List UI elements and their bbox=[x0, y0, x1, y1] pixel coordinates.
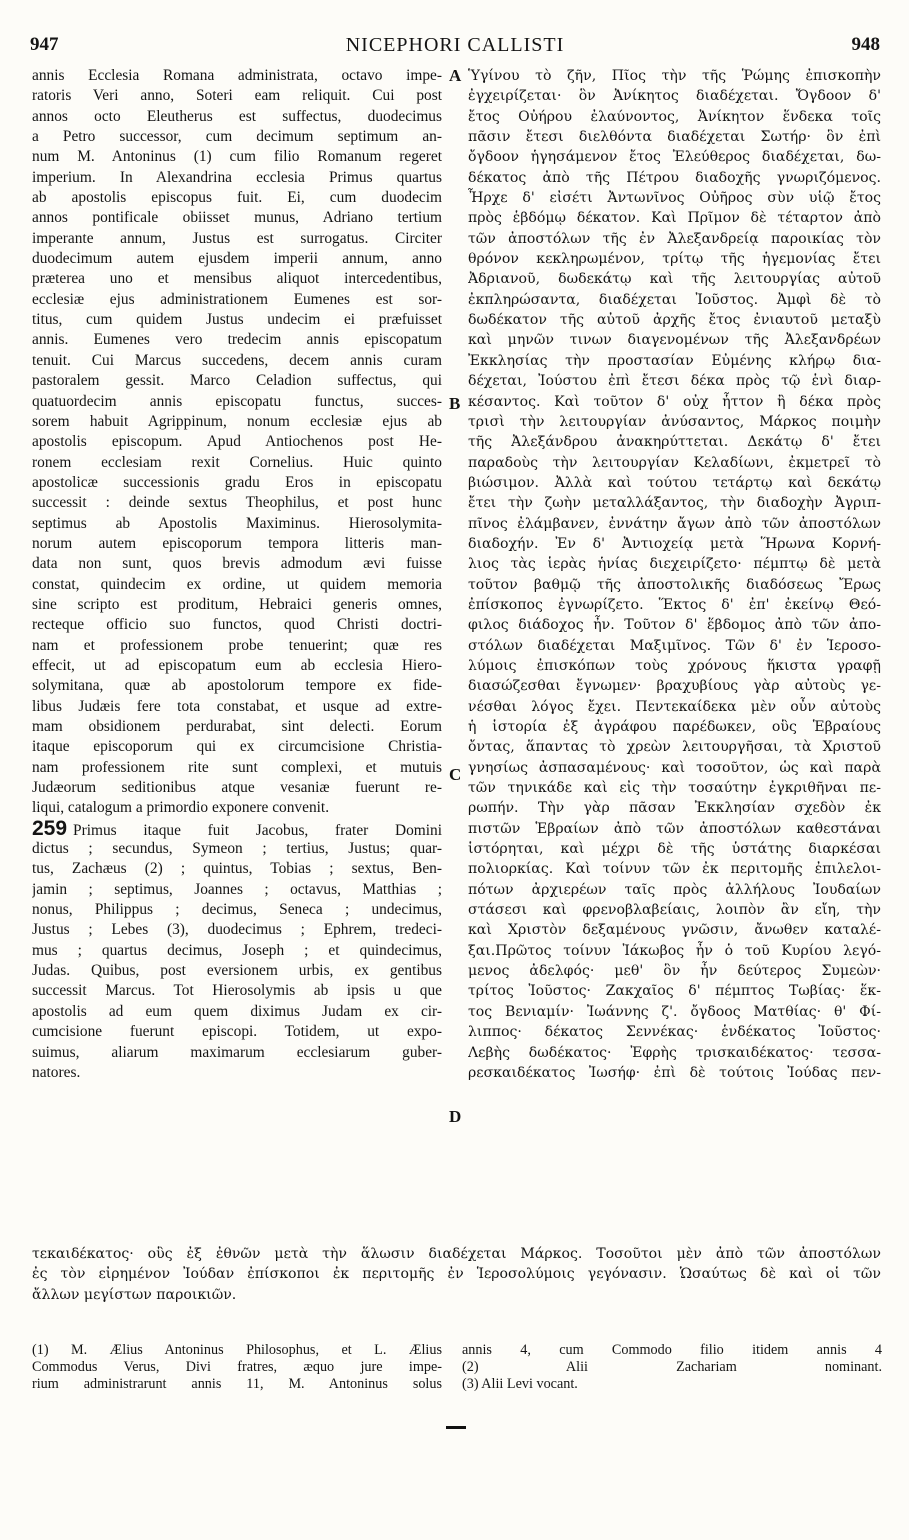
greek-full-width-paragraph bbox=[32, 1244, 881, 1305]
latin-text-line: mus ; quartus decimus, Joseph ; et quindecimus, bbox=[32, 941, 442, 959]
latin-text-line: itaque episcoporum qui ex circumcisione Christia- bbox=[32, 738, 442, 756]
greek-text-line: ἄλλων μεγίστων παροικιῶν. bbox=[32, 1286, 237, 1303]
page-number-right: 948 bbox=[851, 34, 880, 55]
latin-text-line: ronem ecclesiam rexit Cornelius. Huic quinto bbox=[32, 453, 442, 471]
latin-text-line: quatuordecim annis episcopatu functus, succes- bbox=[32, 392, 442, 410]
greek-text-line: τοῦτον βαθμῷ τῆς ἀποστολικῆς διαδόσεως Ἔρως bbox=[468, 576, 881, 593]
latin-text-line: natores. bbox=[32, 1063, 81, 1081]
footnote-line: rium administrarunt annis 11, M. Antoninus solus bbox=[32, 1376, 442, 1392]
greek-text-line: τεκαιδέκατος· οὓς ἐξ ἐθνῶν μετὰ τὴν ἅλωσιν διαδέχεται Μάρκος. Τοσοῦτοι μὲν ἀπὸ τῶν ἀποστόλων bbox=[32, 1246, 881, 1262]
latin-text-line: ab apostolis episcopus fuit. Ei, cum duodecim bbox=[32, 189, 442, 207]
greek-text-line: ἔτος Οὐήρου ἐλαύνοντος, Ἀνίκητον ἕνδεκα τοῖς bbox=[468, 108, 881, 125]
latin-text-line: titus, cum quidem Justus undecim ei præfuisset bbox=[32, 311, 442, 329]
latin-text-line: nam professionem rite sunt complexi, et mutuis bbox=[32, 758, 442, 776]
latin-text-line: successit Marcus. Tot Hierosolymis ab ipsis u que bbox=[32, 982, 442, 1000]
page-end-rule bbox=[446, 1426, 466, 1429]
greek-text-line: δωδέκατον τῆς αὐτοῦ ἀρχῆς ἔτος ἐνιαυτοῦ μεταξὺ bbox=[468, 312, 881, 329]
greek-text-line: πολιορκίας. Καὶ τοίνυν τῶν ἐκ περιτομῆς ἐπιλελοι- bbox=[468, 861, 881, 878]
footnotes-left bbox=[32, 1342, 442, 1393]
greek-text-line: παραδοὺς τὴν λειτουργίαν Κελαδίωνι, ἐκμετρεῖ τὸ bbox=[468, 454, 881, 471]
latin-text-line: jamin ; septimus, Joannes ; octavus, Matthias ; bbox=[32, 880, 442, 898]
latin-text-line: præterea uno et mensibus aliquot intercedentibus, bbox=[32, 270, 442, 288]
greek-text-line: ἐγχειρίζεται· ὃν Ἀνίκητος διαδέχεται. Ὄγδοον δ' bbox=[468, 88, 881, 105]
greek-text-line: ἐκπληρώσαντα, διαδέχεται Ἰοῦστος. Ἀμφὶ δὲ τὸ bbox=[468, 291, 881, 308]
page-number-left: 947 bbox=[30, 34, 59, 55]
latin-text-line: constat, quindecim ex ordine, ut quidem memoria bbox=[32, 575, 442, 593]
greek-text-line: δέκατος ἀπὸ τῆς Πέτρου διαδοχῆς γνωριζόμενος. bbox=[468, 169, 881, 186]
latin-text-line: mam obsidionem perdurabat, sint delecti. Eorum bbox=[32, 718, 442, 735]
greek-text-line: δέχεται, Ἰούστου ἐπὶ ἔτεσι δέκα πρὸς τῷ ἑνὶ διαρ- bbox=[468, 373, 881, 390]
greek-text-line: τρισὶ τὴν λειτουργίαν ἀνύσαντος, Μάρκος ποιμὴν bbox=[468, 413, 881, 430]
greek-text-line: καὶ μηνῶν τινων διαγενομένων τῆς Ἀλεξανδρέων bbox=[468, 332, 881, 349]
page-header bbox=[30, 28, 880, 68]
latin-text-line: dictus ; secundus, Symeon ; tertius, Justus; quar- bbox=[32, 840, 442, 858]
greek-text-line: Ἦρχε δ' εἰσέτι Ἀντωνῖνος Οὐῆρος σὺν υἱῷ ἔτος bbox=[468, 190, 881, 207]
latin-column bbox=[32, 66, 442, 1083]
footnote-line: (1) M. Ælius Antoninus Philosophus, et L. Ælius bbox=[32, 1342, 442, 1358]
latin-text-line: septimus ab Apostolis Maximinus. Hierosolymita- bbox=[32, 514, 442, 532]
latin-text-line: solymitana, quæ ab apostolorum tempore ex fide- bbox=[32, 677, 442, 695]
greek-text-line: πιστῶν Ἑβραίων ἀπὸ τῶν ἀποστόλων καθεστάναι bbox=[468, 820, 881, 837]
greek-text-line: ἱστόρηται, καὶ μέχρι δὲ τῆς ὑστάτης διαρκέσαι bbox=[468, 841, 881, 858]
running-title: NICEPHORI CALLISTI bbox=[345, 34, 565, 56]
latin-text-line: successit : deinde sextus Theophilus, et post hunc bbox=[32, 494, 442, 512]
latin-text-line: effecit, ut ad episcopatum eum ab ecclesia Hiero- bbox=[32, 656, 442, 674]
latin-text-fragment: Primus itaque fuit Jacobus, frater Domini bbox=[73, 821, 442, 839]
latin-text-line: sine scripto est proditum, Hebraici generis omnes, bbox=[32, 595, 442, 613]
greek-text-line: ρεσκαιδέκατος Ἰωσήφ· ἐπὶ δὲ τούτοις Ἰούδας πεν- bbox=[468, 1064, 881, 1081]
margin-marker-a: A bbox=[449, 66, 462, 85]
greek-text-line: διαδοχήν. Ἐν δ' Ἀντιοχείᾳ μετὰ Ἥρωνα Κορνή- bbox=[468, 535, 881, 552]
greek-text-line: τῶν ἀποστόλων τῆς ἐν Ἀλεξανδρείᾳ παροικίας τὸν bbox=[468, 230, 881, 247]
greek-text-line: διασώζεσθαι ἔγνωμεν· βραχυβίους γὰρ αὐτοὺς γε- bbox=[468, 678, 881, 695]
greek-text-line: λύμοις ἐπισκόπων τοὺς χρόνους ἥκιστα γραφῇ bbox=[468, 657, 881, 674]
latin-text-line: recteque officio suo functos, quod Christi doctri- bbox=[32, 616, 442, 634]
footnote-line: annis 4, cum Commodo filio itidem annis 4 bbox=[462, 1342, 882, 1358]
latin-text-line: duodecimum autem ejusdem imperii annum, anno bbox=[32, 250, 442, 268]
greek-text-line: ἐς τὸν εἰρημένον Ἰούδαν ἐπίσκοποι ἐκ περιτομῆς ἐν Ἱεροσολύμοις γεγόνασιν. Ὡσαύτως δὲ καὶ οἱ τῶν bbox=[32, 1266, 881, 1283]
latin-text-line: annis Ecclesia Romana administrata, octavo impe- bbox=[32, 67, 442, 84]
greek-text-line: λιππος· δέκατος Σεννέκας· ἑνδέκατος Ἰοῦστος· bbox=[468, 1024, 881, 1041]
greek-text-line: τῶν τηνικάδε καὶ εἰς τὴν τοσαύτην ἐγκριθῆναι πε- bbox=[468, 780, 881, 797]
greek-text-line: ὄντας, ἅπαντας τὸ χρεὼν λειτουργῆσαι, τὰ Χριστοῦ bbox=[468, 739, 881, 756]
greek-text-line: γνησίως ἀσπασαμένους· καὶ τοσοῦτον, ὡς καὶ παρὰ bbox=[468, 759, 881, 776]
greek-text-line: ἡ ἱστορία ἐξ ἀγράφου παρέδωκεν, οὓς Ἑβραίους bbox=[468, 719, 881, 735]
greek-text-line: τος Βενιαμίν· Ἰωάννης ζ'. ὄγδοος Ματθίας· θ' Φί- bbox=[468, 1003, 881, 1020]
latin-text-line: a Petro successor, cum decimum septimum an- bbox=[32, 128, 442, 146]
latin-text-line bbox=[32, 819, 442, 839]
greek-text-line: τῆς Ἀλεξάνδρου ἀνακηρύττεται. Δεκάτῳ δ' ἔτει bbox=[468, 434, 881, 451]
margin-marker-d: D bbox=[449, 1107, 462, 1126]
latin-text-line: cumcisione fuerunt episcopi. Totidem, ut expo- bbox=[32, 1023, 442, 1041]
latin-text-line: nonus, Philippus ; decimus, Seneca ; undecimus, bbox=[32, 901, 442, 919]
greek-text-line: φιλος διάδοχος ἦν. Τοῦτον δ' ἕβδομος ἀπὸ τῶν ἀπο- bbox=[468, 617, 881, 634]
latin-text-line: apostolis ad eum quem diximus Judam ex cir- bbox=[32, 1002, 442, 1020]
latin-text-line: imperante annum, Justus est surrogatus. Circiter bbox=[32, 229, 442, 247]
latin-text-line: liqui, catalogum a primordio exponere convenit. bbox=[32, 799, 330, 817]
greek-text-line: κέσαντος. Καὶ τοῦτον δ' οὐχ ἧττον ἢ δέκα πρὸς bbox=[468, 393, 881, 410]
greek-text-line: μενος ἀδελφός· μεθ' ὃν ἦν δεύτερος Συμεὼν· bbox=[468, 963, 881, 980]
greek-text-line: πρὸς ἑβδόμῳ δέκατον. Καὶ Πρῖμον δὲ τέταρτον ἀπὸ bbox=[468, 210, 881, 227]
latin-text-line: apostolicæ successionis gradu Eros in episcopatu bbox=[32, 473, 442, 491]
greek-text-line: λιος τὰς ἱερὰς ἡνίας διεχειρίζετο· πέμπτῳ δὲ μετὰ bbox=[468, 556, 881, 573]
greek-text-line: ὄγδοον ἡγησάμενον ἔτος Ἐλεύθερος διαδέχεται, δω- bbox=[468, 149, 881, 166]
greek-text-line: Ἀδριανοῦ, δωδεκάτῳ καὶ τῆς λειτουργίας αὐτοῦ bbox=[468, 271, 881, 288]
latin-text-line: nam et professionem probe tenuerint; quæ res bbox=[32, 636, 442, 654]
footnote-line: (2) Alii Zachariam nominant. bbox=[462, 1359, 882, 1375]
latin-text-line: apostolis episcopum. Apud Antiochenos post He- bbox=[32, 433, 442, 451]
latin-text-line: annos pontificale obiisset munus, Adriano tertium bbox=[32, 209, 442, 227]
latin-text-line: tus, Zachæus (2) ; quintus, Tobias ; sextus, Ben- bbox=[32, 860, 442, 878]
footnote-line: (3) Alii Levi vocant. bbox=[462, 1376, 578, 1392]
latin-text-line: imperium. In Alexandrina ecclesia Primus quartus bbox=[32, 168, 442, 186]
footnote-line: Commodus Verus, Divi fratres, æquo jure impe- bbox=[32, 1359, 442, 1375]
greek-text-line: πότων ἀρχιερέων ταῖς πρὸς ἀλλήλους Ἰουδαίων bbox=[468, 881, 881, 898]
greek-text-line: Ἐκκλησίας τὴν προστασίαν Εὐμένης κλήρῳ δια- bbox=[468, 352, 881, 369]
latin-text-line: pastoralem gessit. Marco Celadion suffectus, qui bbox=[32, 372, 442, 390]
margin-marker-b: B bbox=[449, 394, 461, 413]
latin-text-line: norum autem episcoporum tempora litteris man- bbox=[32, 534, 442, 552]
greek-text-line: νέσθαι λόγος ἔχει. Πεντεκαίδεκα μὲν οὖν αὐτοὺς bbox=[468, 698, 881, 715]
latin-text-line: num M. Antoninus (1) cum filio Romanum regeret bbox=[32, 148, 442, 166]
greek-text-line: ἔτει τὴν ζωὴν μεταλλάξαντος, τὴν διαδοχὴν Ἀγριπ- bbox=[468, 495, 881, 512]
latin-text-line: sorem habuit Agrippinum, nonum ecclesiæ ejus ab bbox=[32, 412, 442, 430]
latin-text-line: ratoris Veri anno, Soteri eam reliquit. Cui post bbox=[32, 87, 442, 105]
latin-text-line: annos octo Eleutherus est suffectus, duodecimus bbox=[32, 107, 442, 125]
greek-text-line: Λεβὴς δωδέκατος· Ἐφρὴς τρισκαιδέκατος· τεσσα- bbox=[468, 1044, 881, 1061]
greek-text-line: ρωπήν. Τὴν γὰρ πᾶσαν Ἐκκλησίαν σχεδὸν ἐκ bbox=[468, 800, 881, 817]
latin-text-line: annis. Eumenes vero tredecim annis episcopatum bbox=[32, 331, 442, 349]
greek-text-line: καὶ Χριστὸν δεξαμένους γνῶσιν, ἄνωθεν καταλέ- bbox=[468, 922, 881, 939]
greek-column bbox=[468, 66, 881, 1083]
margin-marker-c: C bbox=[449, 765, 462, 784]
latin-text-line: Judas. Quibus, post eversionem urbis, ex gentibus bbox=[32, 962, 442, 980]
latin-text-line: Judæorum seditionibus atque vesaniæ fuerunt re- bbox=[32, 779, 442, 797]
latin-text-line: Justus ; Lebes (3), duodecimus ; Ephrem, tredeci- bbox=[32, 921, 442, 939]
greek-text-line: στόλων διαδέχεται Μαξιμῖνος. Τῶν δ' ἐν Ἱεροσο- bbox=[468, 637, 881, 654]
greek-text-line: Ὑγίνου τὸ ζῆν, Πῖος τὴν τῆς Ῥώμης ἐπισκοπὴν bbox=[468, 68, 881, 84]
greek-text-line: ἐπίσκοπος ἐγνωρίζετο. Ἕκτος δ' ἐπ' ἐκείνῳ Θεό- bbox=[468, 596, 881, 613]
latin-text-line: suimus, aliarum maximarum ecclesiarum guber- bbox=[32, 1043, 442, 1061]
greek-text-line: πᾶσιν ἔτεσι διελθόντα διαδέχεται Σωτήρ· ὃν ἐπὶ bbox=[468, 129, 881, 146]
greek-text-line: τρίτος Ἰοῦστος· Ζακχαῖος δ' πέμπτος Τωβίας· ἕκ- bbox=[468, 983, 881, 1000]
greek-text-line: στάσεσι καὶ φρενοβλαβείαις, λοιπὸν ἂν εἴη, τὴν bbox=[468, 902, 881, 919]
greek-text-line: πῖνος ἐλάμβανεν, ἐννάτην ἄγων ἀπὸ τῶν ἀποστόλων bbox=[468, 515, 881, 532]
latin-text-line: data non sunt, quos brevis admodum ævi fuisse bbox=[32, 555, 442, 573]
greek-text-line: θρόνον κεκληρωμένον, τρίτῳ τῆς ἡγεμονίας ἔτει bbox=[468, 251, 881, 268]
latin-text-line: ecclesiæ ejus administrationem Eumenes est sor- bbox=[32, 290, 442, 308]
latin-text-line: tenuit. Cui Marcus succedens, decem annis curam bbox=[32, 351, 442, 369]
greek-text-line: ξαι.Πρῶτος τοίνυν Ἰάκωβος ἦν ὁ τοῦ Κυρίου λεγό- bbox=[468, 942, 881, 959]
latin-text-line: libus Judæis fere tota constabat, et usque ad extre- bbox=[32, 697, 442, 715]
section-number: 259 bbox=[32, 818, 68, 840]
footnotes-right bbox=[462, 1342, 882, 1393]
greek-text-line: βιώσιμον. Ἀλλὰ καὶ τούτου τετάρτῳ καὶ δεκάτῳ bbox=[468, 474, 881, 491]
